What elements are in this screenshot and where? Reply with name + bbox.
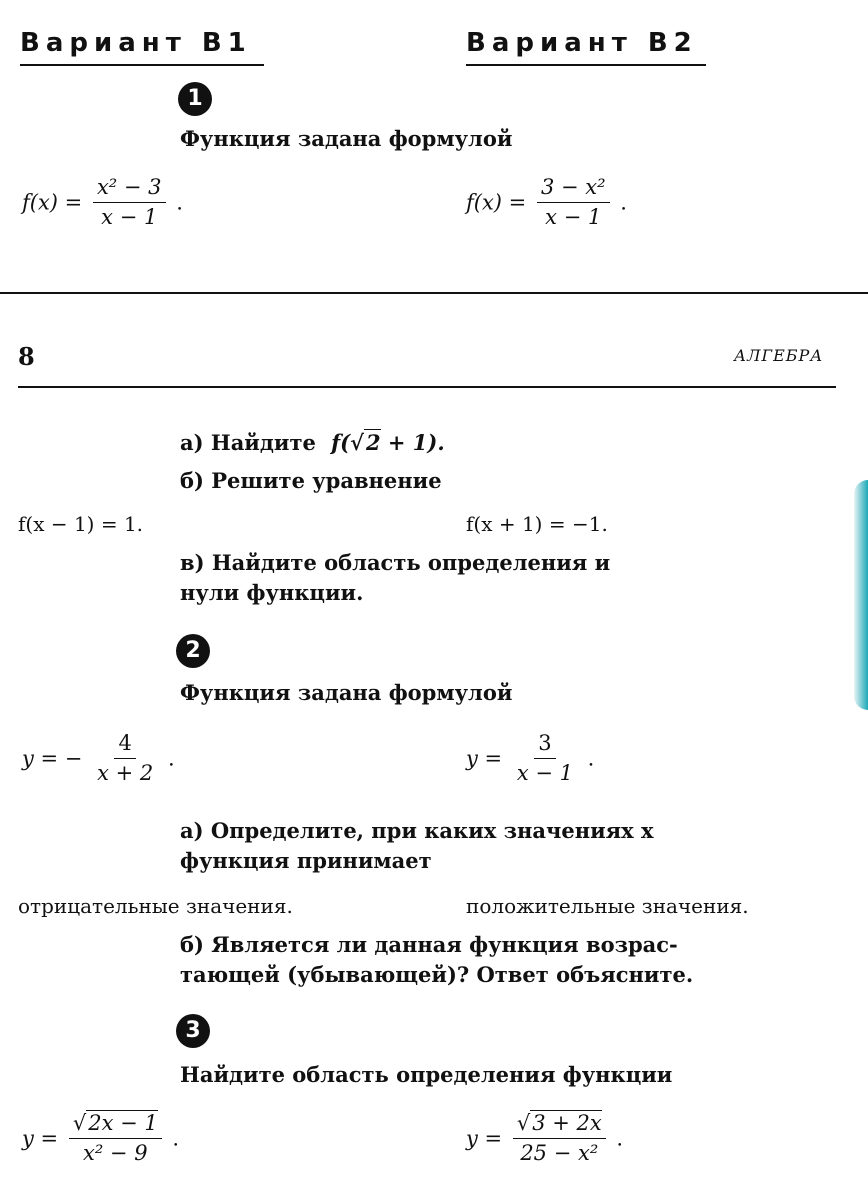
- task-3-formula-b2: [466, 1112, 623, 1165]
- numerator: 3: [534, 732, 555, 759]
- task-2-intro: Функция задана формулой: [180, 680, 513, 705]
- task-1-part-c-line1: в) Найдите область определения и: [180, 550, 611, 575]
- expr-suffix: + 1).: [380, 430, 445, 455]
- variant-b1-title: Вариант В1: [20, 28, 252, 58]
- fraction: [537, 176, 610, 229]
- fraction: [513, 1112, 606, 1165]
- denominator: x + 2: [97, 761, 154, 786]
- task-1-part-b: б) Решите уравнение: [180, 468, 442, 493]
- expr-prefix: f(: [331, 430, 351, 455]
- sqrt-radicand: 3 + 2x: [532, 1111, 602, 1135]
- task-1-badge: 1: [178, 82, 212, 116]
- fraction: [93, 732, 157, 785]
- variant-b2-title: Вариант В2: [466, 28, 698, 58]
- end-dot: .: [620, 190, 627, 215]
- part-a-label: а) Найдите: [180, 430, 316, 455]
- task-2-part-a-line2: функция принимает: [180, 848, 432, 873]
- task-2-answer-b2: положительные значения.: [466, 894, 749, 918]
- numerator: 4: [114, 732, 135, 759]
- end-dot: .: [172, 1126, 180, 1151]
- task-1-part-a: [180, 430, 445, 455]
- task-2-part-b-line1: б) Является ли данная функция возрас-: [180, 932, 678, 957]
- numerator: √3 + 2x: [513, 1112, 606, 1139]
- denominator: x − 1: [516, 761, 573, 786]
- part-a-expression: f(√2 + 1).: [331, 430, 445, 455]
- task-1-part-c-line2: нули функции.: [180, 580, 364, 605]
- sqrt-radicand: 2x − 1: [88, 1111, 158, 1135]
- task-2-badge: 2: [176, 634, 210, 668]
- page-number: 8: [18, 342, 35, 371]
- task-3-intro: Найдите область определения функции: [180, 1062, 673, 1087]
- sqrt-radicand: 2: [365, 430, 381, 455]
- numerator: √2x − 1: [69, 1112, 162, 1139]
- denominator: x² − 9: [82, 1141, 148, 1166]
- formula-lhs: y = −: [22, 746, 83, 771]
- variant-b2-underline: [466, 64, 706, 66]
- numerator: x² − 3: [93, 176, 166, 203]
- fraction: [93, 176, 166, 229]
- task-2-part-a-line1: а) Определите, при каких значениях x: [180, 818, 654, 843]
- task-1-intro: Функция задана формулой: [180, 126, 513, 151]
- formula-lhs: y =: [22, 1126, 59, 1151]
- formula-lhs: f(x) =: [466, 190, 527, 215]
- denominator: x − 1: [101, 205, 158, 230]
- formula-lhs: y =: [466, 746, 503, 771]
- page-edge-decoration: [854, 480, 868, 710]
- task-1-formula-b1: [22, 176, 183, 229]
- section-title: АЛГЕБРА: [734, 346, 824, 365]
- task-3-formula-b1: [22, 1112, 179, 1165]
- page-header-rule: [18, 386, 836, 388]
- task-1-formula-b2: [466, 176, 627, 229]
- task-3-badge: 3: [176, 1014, 210, 1048]
- task-2-formula-b1: [22, 732, 175, 785]
- end-dot: .: [167, 746, 175, 771]
- end-dot: .: [616, 1126, 624, 1151]
- task-2-formula-b2: [466, 732, 594, 785]
- numerator: 3 − x²: [537, 176, 610, 203]
- fraction: [69, 1112, 162, 1165]
- task-2-part-b-line2: тающей (убывающей)? Ответ объясните.: [180, 962, 694, 987]
- denominator: x − 1: [545, 205, 602, 230]
- variant-b1-underline: [20, 64, 264, 66]
- task-1-equation-b2: f(x + 1) = −1.: [466, 512, 608, 536]
- task-1-equation-b1: f(x − 1) = 1.: [18, 512, 144, 536]
- formula-lhs: f(x) =: [22, 190, 83, 215]
- page-break-rule: [0, 292, 868, 294]
- end-dot: .: [587, 746, 595, 771]
- denominator: 25 − x²: [520, 1141, 599, 1166]
- task-2-answer-b1: отрицательные значения.: [18, 894, 293, 918]
- fraction: [513, 732, 577, 785]
- formula-lhs: y =: [466, 1126, 503, 1151]
- end-dot: .: [176, 190, 183, 215]
